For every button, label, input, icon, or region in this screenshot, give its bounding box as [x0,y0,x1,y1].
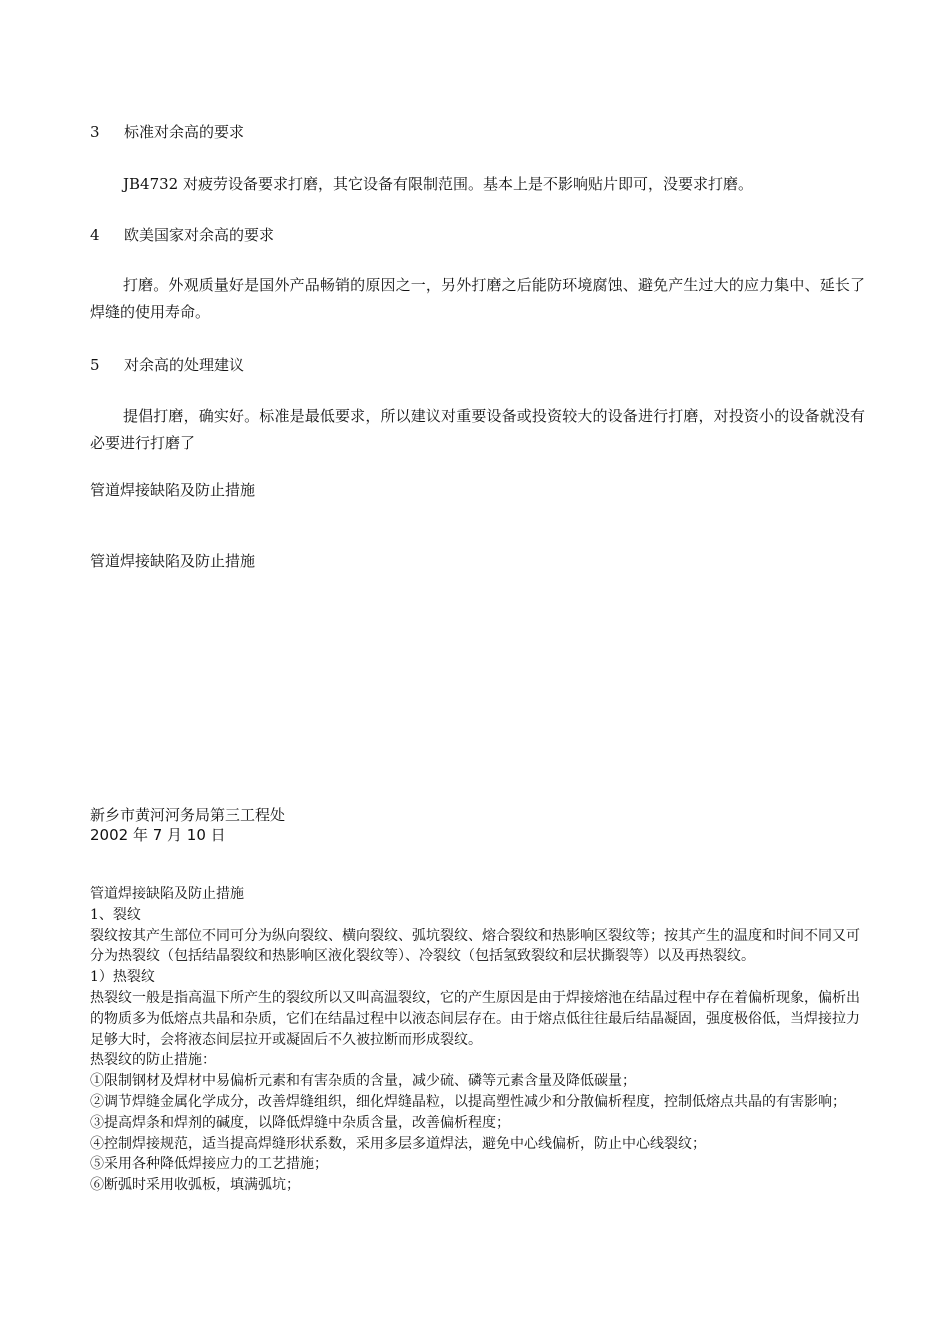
section-number: 5 [90,356,100,374]
paragraph-suggestion: 提倡打磨，确实好。标准是最低要求，所以建议对重要设备或投资较大的设备进行打磨，对投资小的设备就没有必要进行打磨了 [90,407,865,452]
body-heading-crack: 1、裂纹 [90,906,141,923]
section-number: 3 [90,123,100,141]
section-title: 欧美国家对余高的要求 [124,226,275,244]
doc-title-second: 管道焊接缺陷及防止措施 [90,552,256,570]
paragraph-western-requirement: 打磨。外观质量好是国外产品畅销的原因之一，另外打磨之后能防环境腐蚀、避免产生过大的应力集中、延长了焊缝的使用寿命。 [90,276,865,321]
signature-organization: 新乡市黄河河务局第三工程处 [90,806,286,824]
body-title: 管道焊接缺陷及防止措施 [90,886,244,902]
body-paragraph: 裂纹按其产生部位不同可分为纵向裂纹、横向裂纹、弧坑裂纹、熔合裂纹和热影响区裂纹等；按其产生的温度和时间不同又可分为热裂纹（包括结晶裂纹和热影响区液化裂纹等）、冷裂纹（包括氢致裂纹和层状撕裂等）以及再热裂纹。 [90,927,860,965]
section-number: 4 [90,226,100,244]
section-heading-4 [90,225,274,245]
section-title: 对余高的处理建议 [124,356,245,374]
section-heading-3 [90,122,244,142]
body-list-item: ③提高焊条和焊剂的碱度，以降低焊缝中杂质含量，改善偏析程度； [90,1114,510,1131]
signature-date: 2002 年 7 月 10 日 [90,826,226,844]
body-list-item: ④控制焊接规范，适当提高焊缝形状系数，采用多层多道焊法，避免中心线偏析，防止中心线裂纹； [90,1135,706,1152]
defects-body [90,884,865,1196]
paragraph-standard-requirement: JB4732 对疲劳设备要求打磨，其它设备有限制范围。基本上是不影响贴片即可，没要求打磨。 [123,175,753,193]
body-subheading: 热裂纹的防止措施： [90,1052,216,1069]
doc-title-first: 管道焊接缺陷及防止措施 [90,481,256,499]
body-list-item: ①限制钢材及焊材中易偏析元素和有害杂质的含量，减少硫、磷等元素含量及降低碳量； [90,1073,636,1090]
section-title: 标准对余高的要求 [124,123,245,141]
body-list-item: ⑥断弧时采用收弧板，填满弧坑； [90,1177,300,1194]
body-list-item: ②调节焊缝金属化学成分，改善焊缝组织，细化焊缝晶粒，以提高塑性减少和分散偏析程度，控制低熔点共晶的有害影响； [90,1093,846,1110]
section-heading-5 [90,355,244,375]
body-paragraph: 热裂纹一般是指高温下所产生的裂纹所以又叫高温裂纹，它的产生原因是由于焊接熔池在结晶过程中存在着偏析现象，偏析出的物质多为低熔点共晶和杂质，它们在结晶过程中以液态间层存在。由于熔点低往往最后结晶凝固，强度极俗低，当焊接拉力足够大时，会将液态间层拉开或凝固后不久被拉断而形成裂纹。 [90,989,860,1048]
body-heading-hot-crack: 1）热裂纹 [90,969,155,986]
body-list-item: ⑤采用各种降低焊接应力的工艺措施； [90,1156,328,1173]
